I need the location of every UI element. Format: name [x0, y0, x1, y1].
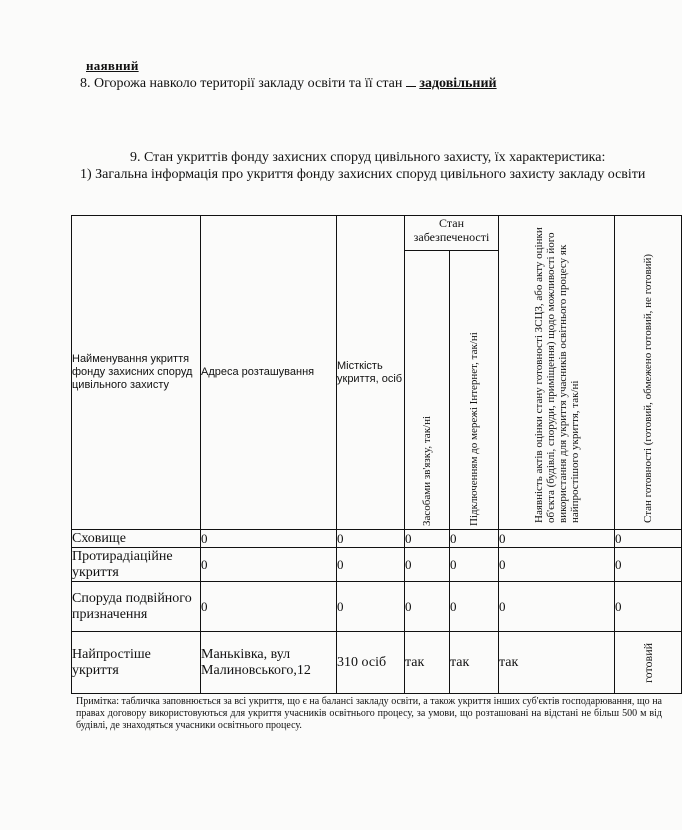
row-name: Протирадіаційне укриття: [72, 548, 201, 582]
row-readiness: [615, 632, 682, 694]
row-comms: 0: [405, 548, 450, 582]
header-internet-text: Підключенням до мережі Інтернет, так/ні: [468, 332, 480, 526]
row-internet: 0: [450, 530, 499, 548]
row-address: 0: [201, 548, 337, 582]
row-internet: 0: [450, 582, 499, 632]
row-readiness: 0: [615, 548, 682, 582]
row-capacity: 0: [337, 582, 405, 632]
row-capacity: 310 осіб: [337, 632, 405, 694]
header-comms-text: Засобами зв'язку, так/ні: [421, 415, 433, 526]
footnote: Примітка: табличка заповнюється за всі укриття, що є на балансі закладу освіти, а також укриття інших суб'єктів господарювання, що на правах договору використовуються для укриття учасників освітнього процесу, за умови, що розташовані на відстані не більш 500 м від будівлі, де знаходяться учасники освітнього процесу.: [76, 696, 662, 731]
row-assessment: 0: [499, 530, 615, 548]
row-readiness: 0: [615, 530, 682, 548]
row-assessment: 0: [499, 548, 615, 582]
header-address: Адреса розташування: [201, 216, 337, 530]
row-address: 0: [201, 582, 337, 632]
header-shelter-name: Найменування укриття фонду захисних споруд цивільного захисту: [72, 216, 201, 530]
row-comms: так: [405, 632, 450, 694]
row-name: Сховище: [72, 530, 201, 548]
underline-blank: [406, 76, 416, 87]
row-comms: 0: [405, 530, 450, 548]
previous-item-value: наявний: [86, 58, 139, 73]
row-readiness-text: готовий: [641, 642, 655, 683]
row-address: 0: [201, 530, 337, 548]
row-comms: 0: [405, 582, 450, 632]
row-internet: так: [450, 632, 499, 694]
table-row: [72, 582, 682, 632]
header-capacity: Місткість укриття, осіб: [337, 216, 405, 530]
row-assessment: так: [499, 632, 615, 694]
header-provision-group: Стан забезпеченості: [405, 216, 499, 251]
row-capacity: 0: [337, 530, 405, 548]
row-internet: 0: [450, 548, 499, 582]
table-row: [72, 632, 682, 694]
header-assessment: [499, 216, 615, 530]
row-name: Найпростіше укриття: [72, 632, 201, 694]
row-address: Маньківка, вул Малиновського,12: [201, 632, 337, 694]
item-8-label: 8. Огорожа навколо території закладу освіти та її стан: [80, 76, 403, 91]
header-readiness-text: Стан готовності (готовий, обмежено готовий, не готовий): [642, 253, 654, 523]
item-8-fence: [80, 76, 497, 92]
item-8-value: задовільний: [419, 76, 497, 91]
row-name: Споруда подвійного призначення: [72, 582, 201, 632]
section-9-title: 9. Стан укриттів фонду захисних споруд цивільного захисту, їх характеристика:: [130, 150, 606, 165]
header-readiness: [615, 216, 682, 530]
header-comms: [405, 251, 450, 530]
table-row: [72, 530, 682, 548]
row-capacity: 0: [337, 548, 405, 582]
header-internet: [450, 251, 499, 530]
row-assessment: 0: [499, 582, 615, 632]
table-row: [72, 548, 682, 582]
header-assessment-text: Наявність актів оцінки стану готовності ЗСЦЗ, або акту оцінки об'єкта (будівлі, споруди, приміщення) щодо можливості його використання для укриття учасників освітнього процесу як найпростішого укриття, так/ні: [532, 226, 581, 523]
row-readiness: 0: [615, 582, 682, 632]
section-9-subtitle: 1) Загальна інформація про укриття фонду захисних споруд цивільного захисту закладу освіти: [80, 167, 646, 182]
shelters-table: [71, 215, 682, 694]
